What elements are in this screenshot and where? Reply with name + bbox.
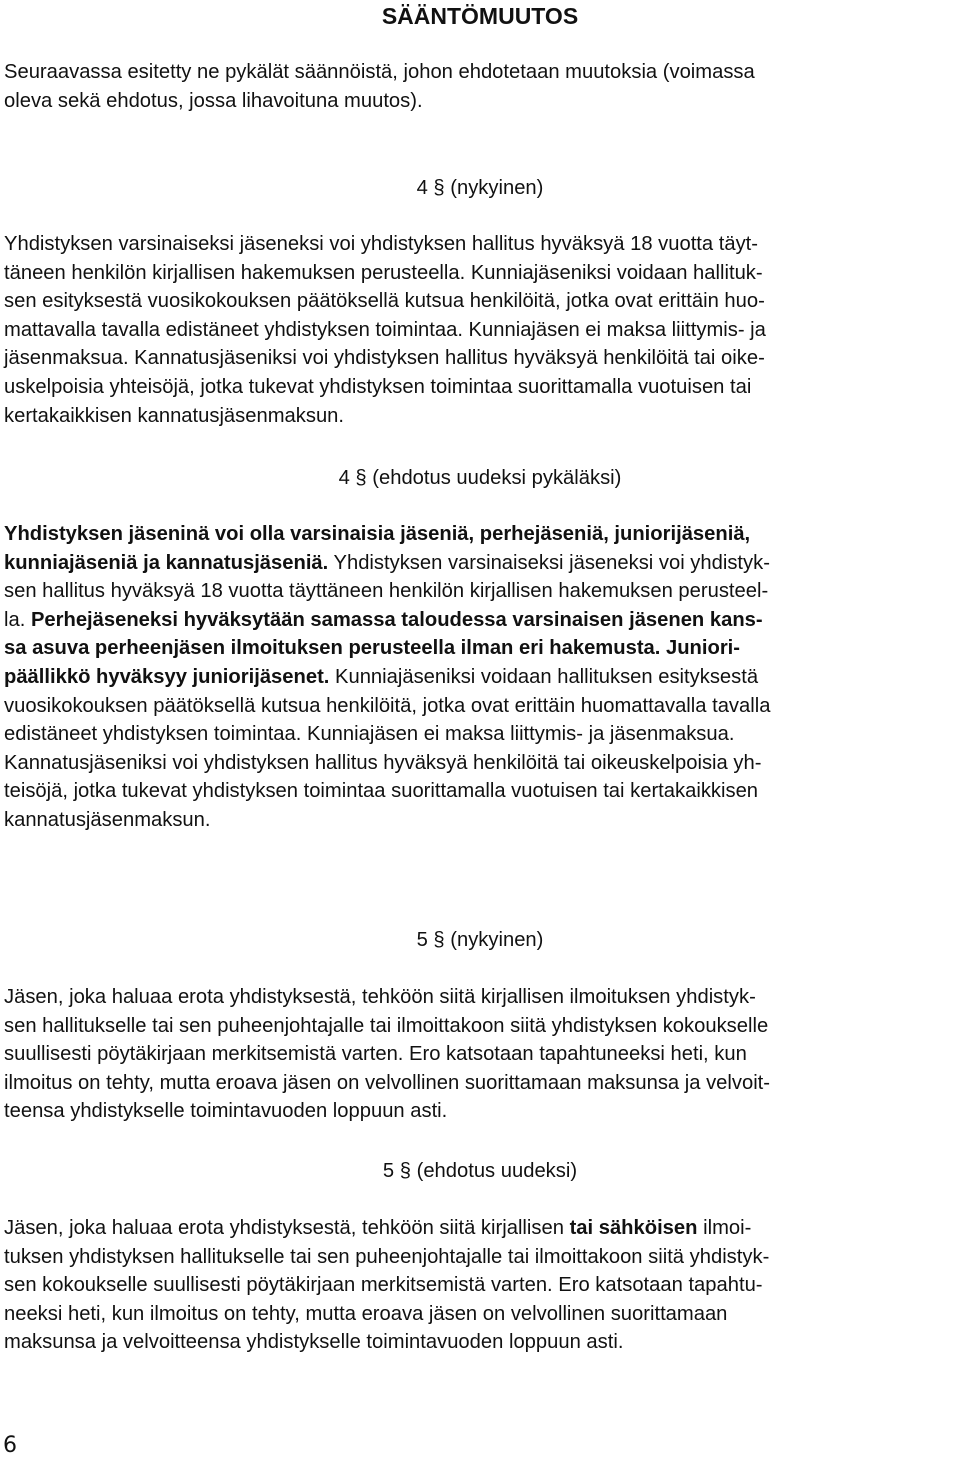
text-line [4, 606, 954, 635]
text-line [4, 983, 954, 1012]
text-line [4, 287, 954, 316]
section-body [4, 230, 954, 430]
text-line [4, 549, 954, 578]
text-run: Jäsen, joka haluaa erota yhdistyksestä, tehköön siitä kirjallisen ilmoituksen yhdistyk- [4, 986, 756, 1008]
text-run: sen hallitus hyväksyä 18 vuotta täyttäneen henkilön kirjallisen hakemuksen perusteel- [4, 580, 769, 603]
text-line [4, 230, 954, 259]
text-run: sen kokoukselle suullisesti pöytäkirjaan merkitsemistä varten. Ero katsotaan tapahtu- [4, 1274, 763, 1297]
text-run: vuosikokouksen päätöksellä kutsua henkilöitä, jotka ovat erittäin huomattavalla tavalla [4, 694, 771, 717]
text-line [4, 1214, 954, 1243]
text-run: teisöjä, jotka tukevat yhdistyksen toimintaa suorittamalla vuotuisen tai kertakaikkisen [4, 780, 759, 803]
text-line [4, 1040, 954, 1069]
text-run: sen esityksestä vuosikokouksen päätöksellä kutsua henkilöitä, jotka ovat erittäin huo- [4, 290, 765, 313]
text-line [4, 344, 954, 373]
text-line [4, 577, 954, 606]
text-line [4, 402, 954, 431]
text-run: teensa yhdistykselle toimintavuoden loppuun asti. [4, 1100, 448, 1123]
text-run: suullisesti pöytäkirjaan merkitsemistä varten. Ero katsotaan tapahtuneeksi heti, kun [4, 1043, 747, 1066]
section-heading: 4 § (nykyinen) [416, 177, 544, 199]
text-line [4, 1271, 954, 1300]
text-line [4, 1328, 954, 1357]
text-run: sen hallitukselle tai sen puheenjohtajalle tai ilmoittakoon siitä yhdistyksen kokoukselle [4, 1014, 769, 1037]
text-line [4, 1300, 954, 1329]
text-run: Yhdistyksen varsinaiseksi jäseneksi voi yhdistyksen hallitus hyväksyä 18 vuotta täyt- [4, 233, 759, 255]
text-run: Jäsen, joka haluaa erota yhdistyksestä, tehköön siitä kirjallisen [4, 1217, 570, 1239]
text-line [4, 520, 954, 549]
text-run: Yhdistyksen varsinaiseksi jäseneksi voi yhdistyk- [328, 551, 770, 574]
text-line [4, 692, 954, 721]
text-run: la. [4, 608, 31, 631]
text-line [4, 1243, 954, 1272]
text-run: tuksen yhdistyksen hallitukselle tai sen puheenjohtajalle tai ilmoittakoon siitä yhdistyk- [4, 1245, 770, 1268]
section-heading: 5 § (ehdotus uudeksi) [382, 1160, 578, 1182]
intro-line: Seuraavassa esitetty ne pykälät säännöistä, johon ehdotetaan muutoksia (voimassa [4, 61, 755, 83]
text-line [4, 1097, 954, 1126]
text-run: kertakaikkisen kannatusjäsenmaksun. [4, 404, 345, 427]
text-run: kannatusjäsenmaksun. [4, 808, 211, 831]
bold-text: päällikkö hyväksyy juniorijäsenet. [4, 665, 330, 688]
bold-text: Yhdistyksen jäseninä voi olla varsinaisia jäseniä, perhejäseniä, juniorijäseniä, [4, 523, 751, 545]
text-run: Kannatusjäseniksi voi yhdistyksen hallitus hyväksyä henkilöitä tai oikeuskelpoisia yh- [4, 751, 762, 774]
text-run: uskelpoisia yhteisöjä, jotka tukevat yhdistyksen toimintaa suorittamalla vuotuisen tai [4, 375, 752, 398]
text-line [4, 373, 954, 402]
text-line [4, 1069, 954, 1098]
text-line [4, 634, 954, 663]
bold-text: Perhejäseneksi hyväksytään samassa taloudessa varsinaisen jäsenen kans- [30, 608, 763, 631]
text-line [4, 749, 954, 778]
text-run: Kunniajäseniksi voidaan hallituksen esityksestä [329, 665, 759, 688]
text-line [4, 316, 954, 345]
text-run: jäsenmaksua. Kannatusjäseniksi voi yhdistyksen hallitus hyväksyä henkilöitä tai oike- [4, 347, 765, 370]
section-body [4, 520, 954, 835]
bold-text: kunniajäseniä ja kannatusjäseniä. [4, 551, 329, 574]
bold-text: tai sähköisen [569, 1217, 698, 1239]
text-line [4, 663, 954, 692]
text-line [4, 777, 954, 806]
section-body [4, 983, 954, 1126]
section-heading: 4 § (ehdotus uudeksi pykäläksi) [338, 467, 622, 489]
page-number: 6 [3, 1433, 17, 1458]
text-run: edistäneet yhdistyksen toimintaa. Kunniajäsen ei maksa liittymis- ja jäsenmaksua. [4, 723, 735, 746]
text-line [4, 259, 954, 288]
text-run: ilmoitus on tehty, mutta eroava jäsen on velvollinen suorittamaan maksunsa ja velvoit- [4, 1071, 771, 1094]
text-line [4, 720, 954, 749]
bold-text: sa asuva perheenjäsen ilmoituksen perusteella ilman eri hakemusta. Juniori- [4, 637, 741, 660]
text-run: neeksi heti, kun ilmoitus on tehty, mutta eroava jäsen on velvollinen suorittamaan [4, 1302, 728, 1325]
section-heading: 5 § (nykyinen) [416, 929, 544, 951]
intro-paragraph [4, 58, 954, 115]
text-line [4, 806, 954, 835]
intro-line: oleva sekä ehdotus, jossa lihavoituna muutos). [4, 89, 423, 112]
text-line [4, 1012, 954, 1041]
document-title: SÄÄNTÖMUUTOS [381, 3, 579, 29]
section-body [4, 1214, 954, 1357]
text-run: täneen henkilön kirjallisen hakemuksen perusteella. Kunniajäseniksi voidaan hallituk- [4, 261, 763, 284]
text-run: ilmoi- [697, 1217, 752, 1239]
text-run: maksunsa ja velvoitteensa yhdistykselle toimintavuoden loppuun asti. [4, 1331, 624, 1354]
text-run: mattavalla tavalla edistäneet yhdistyksen toimintaa. Kunniajäsen ei maksa liittymis- ja [4, 318, 766, 341]
